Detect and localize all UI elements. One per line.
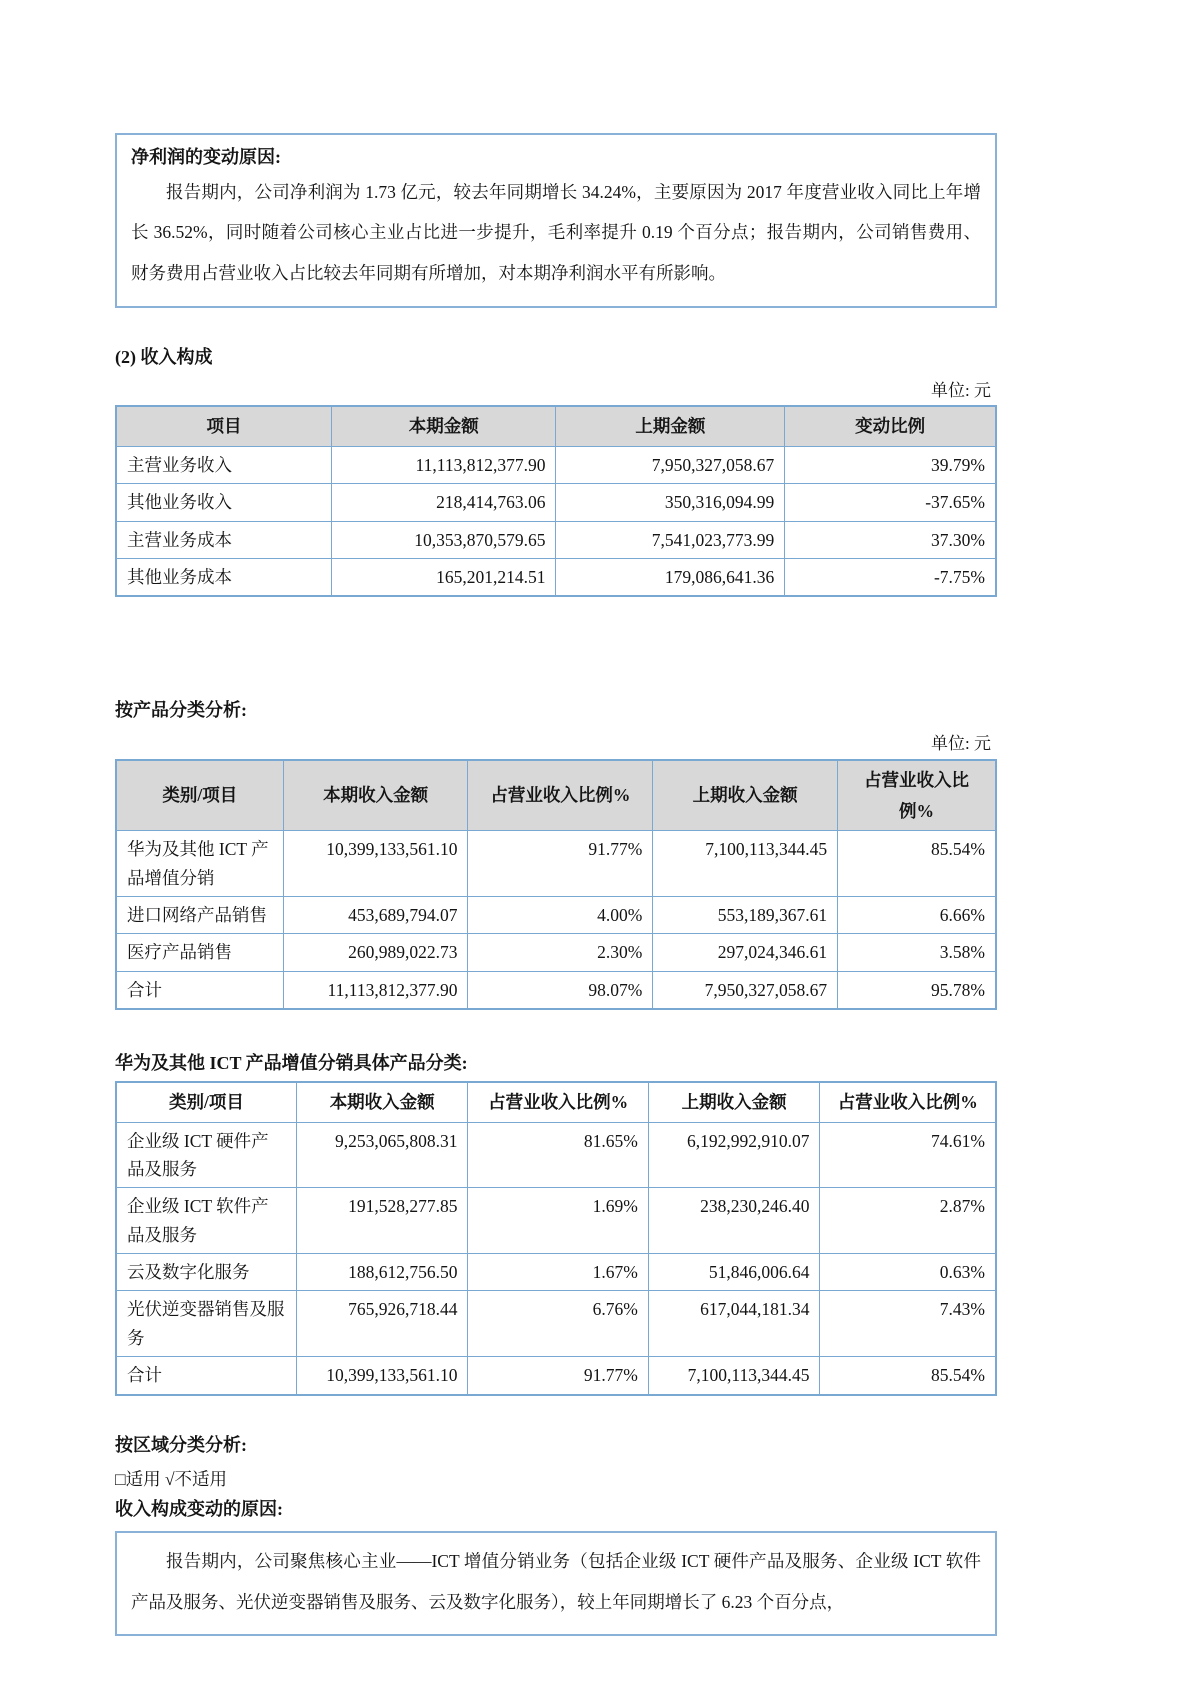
column-header-change-ratio: 变动比例 [785, 406, 996, 446]
table-row [116, 1291, 996, 1357]
amount-cell: 191,528,277.85 [296, 1188, 468, 1254]
column-header-prior-revenue: 上期收入金额 [648, 1082, 820, 1122]
column-header-prior-revenue: 上期收入金额 [653, 760, 838, 831]
table-row-total [116, 1357, 996, 1395]
table-row [116, 897, 996, 934]
amount-cell: 165,201,214.51 [332, 559, 556, 597]
percent-cell: 4.00% [468, 897, 653, 934]
amount-cell: 260,989,022.73 [283, 934, 468, 971]
row-label-cell: 主营业务收入 [116, 447, 332, 484]
table-row-total [116, 971, 996, 1009]
amount-cell: 453,689,794.07 [283, 897, 468, 934]
percent-cell: 95.78% [838, 971, 996, 1009]
percent-cell: 91.77% [468, 1357, 648, 1395]
column-header-category: 类别/项目 [116, 760, 283, 831]
percent-cell: 1.69% [468, 1188, 648, 1254]
net-profit-change-box [115, 133, 997, 308]
column-header-prior-amount: 上期金额 [556, 406, 785, 446]
income-change-reason-box [115, 1531, 997, 1636]
column-header-item: 项目 [116, 406, 332, 446]
amount-cell: 765,926,718.44 [296, 1291, 468, 1357]
amount-cell: 10,353,870,579.65 [332, 521, 556, 558]
ict-detail-table [115, 1081, 997, 1395]
percent-cell: -37.65% [785, 484, 996, 521]
column-header-current-amount: 本期金额 [332, 406, 556, 446]
amount-cell: 10,399,133,561.10 [283, 831, 468, 897]
income-change-reason-paragraph: 报告期内，公司聚焦核心主业——ICT 增值分销业务（包括企业级 ICT 硬件产品及服务、企业级 ICT 软件产品及服务、光伏逆变器销售及服务、云及数字化服务），较上年同期增长了 6.23 个百分点， [131, 1551, 981, 1612]
column-header-current-revenue-ratio: 占营业收入比例% [468, 1082, 648, 1122]
percent-cell: -7.75% [785, 559, 996, 597]
amount-cell: 51,846,006.64 [648, 1254, 820, 1291]
percent-cell: 85.54% [838, 831, 996, 897]
amount-cell: 6,192,992,910.07 [648, 1122, 820, 1188]
column-header-category: 类别/项目 [116, 1082, 296, 1122]
column-header-prior-revenue-ratio: 占营业收入比例% [838, 760, 996, 831]
amount-cell: 9,253,065,808.31 [296, 1122, 468, 1188]
percent-cell: 0.63% [820, 1254, 996, 1291]
table-row [116, 1254, 996, 1291]
percent-cell: 6.66% [838, 897, 996, 934]
amount-cell: 11,113,812,377.90 [332, 447, 556, 484]
amount-cell: 297,024,346.61 [653, 934, 838, 971]
amount-cell: 617,044,181.34 [648, 1291, 820, 1357]
percent-cell: 39.79% [785, 447, 996, 484]
row-label-cell: 云及数字化服务 [116, 1254, 296, 1291]
row-label-cell: 合计 [116, 1357, 296, 1395]
report-content [115, 0, 997, 1636]
percent-cell: 37.30% [785, 521, 996, 558]
amount-cell: 238,230,246.40 [648, 1188, 820, 1254]
amount-cell: 218,414,763.06 [332, 484, 556, 521]
net-profit-change-title: 净利润的变动原因: [131, 147, 281, 167]
amount-cell: 188,612,756.50 [296, 1254, 468, 1291]
percent-cell: 2.30% [468, 934, 653, 971]
amount-cell: 7,100,113,344.45 [653, 831, 838, 897]
table-row [116, 1188, 996, 1254]
row-label-cell: 医疗产品销售 [116, 934, 283, 971]
row-label-cell: 企业级 ICT 软件产品及服务 [116, 1188, 296, 1254]
amount-cell: 553,189,367.61 [653, 897, 838, 934]
amount-cell: 179,086,641.36 [556, 559, 785, 597]
percent-cell: 91.77% [468, 831, 653, 897]
amount-cell: 10,399,133,561.10 [296, 1357, 468, 1395]
amount-cell: 7,100,113,344.45 [648, 1357, 820, 1395]
percent-cell: 6.76% [468, 1291, 648, 1357]
percent-cell: 81.65% [468, 1122, 648, 1188]
amount-cell: 11,113,812,377.90 [283, 971, 468, 1009]
amount-cell: 7,541,023,773.99 [556, 521, 785, 558]
percent-cell: 85.54% [820, 1357, 996, 1395]
row-label-cell: 华为及其他 ICT 产品增值分销 [116, 831, 283, 897]
percent-cell: 1.67% [468, 1254, 648, 1291]
amount-cell: 350,316,094.99 [556, 484, 785, 521]
column-header-prior-revenue-ratio: 占营业收入比例% [820, 1082, 996, 1122]
income-change-reason-heading: 收入构成变动的原因: [115, 1499, 283, 1520]
column-header-current-revenue-ratio: 占营业收入比例% [468, 760, 653, 831]
region-analysis-heading: 按区域分类分析: [115, 1434, 247, 1455]
table-row [116, 559, 996, 597]
income-composition-heading: (2) 收入构成 [115, 346, 213, 367]
percent-cell: 2.87% [820, 1188, 996, 1254]
amount-cell: 7,950,327,058.67 [653, 971, 838, 1009]
row-label-cell: 主营业务成本 [116, 521, 332, 558]
product-analysis-table [115, 759, 997, 1010]
column-header-current-revenue: 本期收入金额 [296, 1082, 468, 1122]
table-row [116, 447, 996, 484]
table-row [116, 1122, 996, 1188]
row-label-cell: 其他业务收入 [116, 484, 332, 521]
row-label-cell: 企业级 ICT 硬件产品及服务 [116, 1122, 296, 1188]
unit-label: 单位: 元 [931, 380, 991, 400]
amount-cell: 7,950,327,058.67 [556, 447, 785, 484]
row-label-cell: 光伏逆变器销售及服务 [116, 1291, 296, 1357]
row-label-cell: 合计 [116, 971, 283, 1009]
product-analysis-heading: 按产品分类分析: [115, 700, 247, 721]
column-header-current-revenue: 本期收入金额 [283, 760, 468, 831]
header-row [116, 760, 996, 831]
percent-cell: 98.07% [468, 971, 653, 1009]
percent-cell: 3.58% [838, 934, 996, 971]
table-row [116, 831, 996, 897]
percent-cell: 7.43% [820, 1291, 996, 1357]
table-row [116, 521, 996, 558]
ict-detail-heading: 华为及其他 ICT 产品增值分销具体产品分类: [115, 1053, 468, 1074]
percent-cell: 74.61% [820, 1122, 996, 1188]
table-row [116, 934, 996, 971]
header-row [116, 1082, 996, 1122]
table-row [116, 484, 996, 521]
row-label-cell: 进口网络产品销售 [116, 897, 283, 934]
applicability-line: □适用 √不适用 [115, 1468, 228, 1489]
header-row [116, 406, 996, 446]
row-label-cell: 其他业务成本 [116, 559, 332, 597]
income-composition-table [115, 405, 997, 597]
unit-label: 单位: 元 [931, 734, 991, 754]
net-profit-change-paragraph: 报告期内，公司净利润为 1.73 亿元，较去年同期增长 34.24%，主要原因为 2017 年度营业收入同比上年增长 36.52%，同时随着公司核心主业占比进一步提升，毛利率提升 0.19 个百分点；报告期内，公司销售费用、财务费用占营业收入占比较去年同期有所增加，对本期净利润水平有所影响。 [131, 181, 981, 283]
